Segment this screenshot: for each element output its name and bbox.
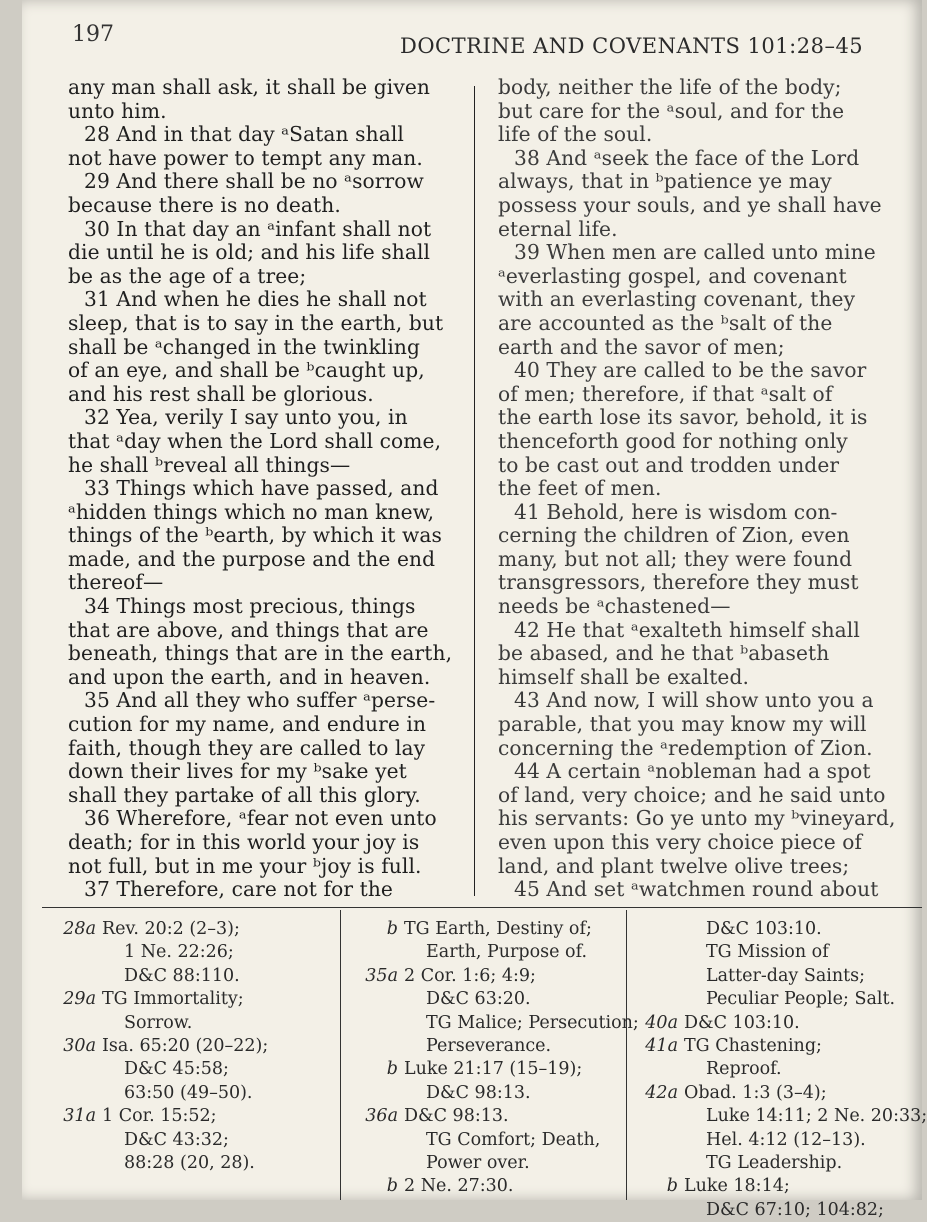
footnote-line [360,1082,630,1105]
verse-line: 44 A certain ᵃnobleman had a spot [514,759,871,784]
footnote-line [360,1058,630,1081]
verse-line: be abased, and he that ᵇabaseth [498,641,830,666]
footnote-text: D&C 45:58; [124,1059,229,1080]
verse-line: cerning the children of Zion, even [498,523,850,548]
footnote-line [640,1012,910,1035]
footnote-text: TG Leadership. [706,1152,843,1173]
footnote-line [640,1082,910,1105]
footnote-key: 40a [645,1012,678,1033]
verse-line: 42 He that ᵃexalteth himself shall [514,617,860,642]
footnote-line [640,1129,910,1152]
verse-line: the feet of men. [498,476,662,501]
footnote-text: TG Chastening; [684,1035,822,1056]
footnote-key: 35a [365,965,398,986]
footnote-line [360,1105,630,1128]
footnote-line [640,918,910,941]
footnote-key: b [666,1176,678,1197]
verse-line: that ᵃday when the Lord shall come, [68,428,442,453]
footnote-text: Rev. 20:2 (2–3); [102,919,240,939]
footnote-key: 42a [645,1082,678,1103]
verse-line: of an eye, and shall be ᵇcaught up, [68,358,425,383]
verse-line: any man shall ask, it shall be given [68,75,430,99]
footnote-key: 30a [63,1035,96,1056]
footnote-text: 1 Cor. 15:52; [102,1106,217,1127]
verse-line: 31 And when he dies he shall not [84,287,427,312]
verse-line: land, and plant twelve olive trees; [498,853,850,878]
verse-line: even upon this very choice piece of [498,830,863,854]
footnote-text: TG Malice; Persecution; [426,1012,639,1033]
verse-line: of men; therefore, if that ᵃsalt of [498,381,833,406]
footnote-text: TG Mission of [706,942,829,963]
footnote-text: 1 Ne. 22:26; [124,942,234,963]
verse-line: are accounted as the ᵇsalt of the [498,310,833,335]
footnote-line [58,1129,348,1152]
verse-line: shall be ᵃchanged in the twinkling [68,334,421,359]
verse-line: shall they partake of all this glory. [68,782,421,807]
footnote-text: Earth, Purpose of. [426,942,588,963]
footnote-line [58,1152,348,1175]
verse-line: death; for in this world your joy is [68,830,420,854]
column-divider [474,86,475,896]
footnote-line [58,918,348,941]
footnote-key: 29a [63,989,96,1010]
verse-line: himself shall be exalted. [498,664,749,689]
footnote-line [58,1012,348,1035]
verse-line: 41 Behold, here is wisdom con- [514,499,838,524]
footnote-line [640,988,910,1011]
verse-line: 29 And there shall be no ᵃsorrow [84,169,424,194]
verse-line: made, and the purpose and the end [68,546,436,571]
footnotes-column-3 [640,918,927,1222]
book-page [22,0,927,1220]
verse-line: he shall ᵇreveal all things— [68,452,351,477]
verse-line: his servants: Go ye unto my ᵇvineyard, [498,806,896,831]
verse-line: transgressors, therefore they must [498,570,859,595]
verse-line: because there is no death. [68,192,341,217]
verse-line: 32 Yea, verily I say unto you, in [84,405,408,430]
verse-line: things of the ᵇearth, by which it was [68,523,443,548]
left-text-column [68,76,484,902]
verse-line: to be cast out and trodden under [498,452,840,477]
footnote-text: 2 Ne. 27:30. [404,1176,514,1197]
footnote-line [360,988,630,1011]
footnote-line [58,1105,348,1128]
verse-line: always, that in ᵇpatience ye may [498,169,832,194]
footnote-line [640,941,910,964]
footnote-line [360,965,630,988]
verse-line: needs be ᵃchastened— [498,594,731,619]
verse-line: the earth lose its savor, behold, it is [498,405,868,430]
footnote-text: Luke 18:14; [684,1176,790,1197]
footnote-text: 88:28 (20, 28). [124,1152,255,1173]
footnotes-column-1 [58,918,348,1175]
footnote-line [58,988,348,1011]
verse-line: not full, but in me your ᵇjoy is full. [68,853,422,878]
footnote-line [58,1035,348,1058]
footnote-line [360,1129,630,1152]
footnote-line [360,1012,639,1035]
verse-line: sleep, that is to say in the earth, but [68,310,444,335]
verse-line: be as the age of a tree; [68,263,307,288]
footnote-text: Isa. 65:20 (20–22); [102,1035,269,1056]
verse-line: beneath, things that are in the earth, [68,641,453,666]
footnote-text: TG Immortality; [102,989,244,1010]
footnote-line [640,1175,910,1198]
footnote-line [640,965,910,988]
verse-line: concerning the ᵃredemption of Zion. [498,735,873,760]
footnote-text: Reproof. [706,1059,782,1080]
footnote-text: Obad. 1:3 (3–4); [684,1082,827,1103]
footnote-key: 41a [645,1035,678,1056]
verse-line: eternal life. [498,216,618,241]
footnote-line [360,1152,630,1175]
footnote-key: b [386,1059,398,1080]
verse-line: 38 And ᵃseek the face of the Lord [514,145,860,170]
verse-line: 39 When men are called unto mine [514,240,876,265]
footnote-text: Perseverance. [426,1035,552,1056]
right-text-column [484,76,914,902]
footnotes-column-2 [360,918,639,1199]
footnote-text: TG Comfort; Death, [426,1129,601,1150]
footnote-line [640,1035,910,1058]
footnote-key: 36a [365,1106,398,1127]
footnote-key: 28a [63,919,96,939]
verse-line: of land, very choice; and he said unto [498,782,886,807]
verse-line: possess your souls, and ye shall have [498,192,882,217]
footnote-rule [42,907,922,908]
footnote-text: Luke 14:11; 2 Ne. 20:33; [706,1106,927,1127]
verse-line: 45 And set ᵃwatchmen round about [514,877,879,902]
verse-line: 40 They are called to be the savor [514,358,867,383]
footnote-text: Sorrow. [124,1012,193,1033]
verse-line: thenceforth good for nothing only [498,428,848,453]
footnote-key: b [386,1176,398,1197]
verse-line: 35 And all they who suffer ᵃperse- [84,688,436,713]
verse-line: down their lives for my ᵇsake yet [68,759,407,784]
verse-line: 30 In that day an ᵃinfant shall not [84,216,432,241]
footnote-text: D&C 67:10; 104:82; [706,1199,884,1220]
verse-line: not have power to tempt any man. [68,145,423,170]
verse-line: cution for my name, and endure in [68,712,427,737]
footnote-text: Peculiar People; Salt. [706,989,896,1010]
verse-line: body, neither the life of the body; [498,75,842,99]
footnote-text: D&C 63:20. [426,989,531,1010]
footnote-text: D&C 98:13. [404,1106,509,1127]
footnote-line [58,941,348,964]
verse-line: unto him. [68,98,167,123]
verse-line: life of the soul. [498,122,653,147]
verse-line: parable, that you may know my will [498,712,867,737]
verse-line: 36 Wherefore, ᵃfear not even unto [84,806,437,831]
footnote-text: Latter-day Saints; [706,965,866,986]
verse-line: that are above, and things that are [68,617,429,642]
footnote-line [360,1035,630,1058]
footnote-line [640,1105,927,1128]
verse-line: die until he is old; and his life shall [68,240,431,265]
footnote-text: D&C 43:32; [124,1129,229,1150]
verse-line: and his rest shall be glorious. [68,381,374,406]
footnote-text: Hel. 4:12 (12–13). [706,1129,866,1150]
verse-line: 28 And in that day ᵃSatan shall [84,122,404,147]
verse-line: and upon the earth, and in heaven. [68,664,431,689]
footnote-text: 2 Cor. 1:6; 4:9; [404,965,536,986]
footnote-text: Power over. [426,1152,530,1173]
verse-line: earth and the savor of men; [498,334,785,359]
footnote-text: D&C 88:110. [124,965,240,986]
page-number: 197 [72,22,114,47]
verse-line: 34 Things most precious, things [84,594,416,619]
footnote-line [360,918,630,941]
verse-line: but care for the ᵃsoul, and for the [498,98,845,123]
verse-line: ᵃhidden things which no man knew, [68,499,435,524]
footnote-text: Luke 21:17 (15–19); [404,1059,583,1080]
verse-line: thereof— [68,570,164,595]
running-head: DOCTRINE AND COVENANTS 101:28–45 [400,34,864,58]
footnote-line [640,1199,910,1222]
footnote-text: D&C 103:10. [684,1012,800,1033]
footnote-line [360,1175,630,1198]
footnote-key: b [386,919,398,939]
footnote-text: D&C 103:10. [706,919,822,939]
footnote-text: 63:50 (49–50). [124,1082,253,1103]
footnote-text: D&C 98:13. [426,1082,531,1103]
footnote-line [360,941,630,964]
verse-line: 33 Things which have passed, and [84,476,439,501]
footnote-text: TG Earth, Destiny of; [404,919,592,939]
footnote-line [640,1152,910,1175]
verse-line: many, but not all; they were found [498,546,853,571]
verse-line: 43 And now, I will show unto you a [514,688,874,713]
verse-line: with an everlasting covenant, they [498,287,856,312]
verse-line: ᵃeverlasting gospel, and covenant [498,263,847,288]
footnote-line [58,1082,348,1105]
footnote-line [58,1058,348,1081]
footnote-line [58,965,348,988]
footnote-line [640,1058,910,1081]
footnote-key: 31a [63,1106,96,1127]
verse-line: faith, though they are called to lay [68,735,426,760]
verse-line: 37 Therefore, care not for the [84,877,393,902]
